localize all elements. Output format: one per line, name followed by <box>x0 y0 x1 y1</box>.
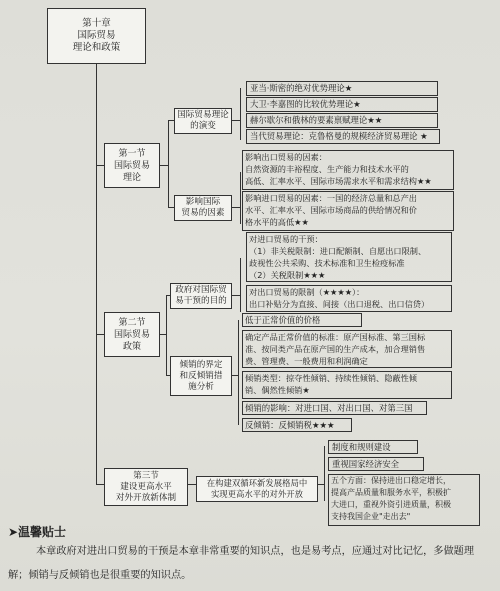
section-title: 第二节 国际贸易 政策 <box>113 317 150 352</box>
section-title: 第三节 建设更高水平 对外开放新体制 <box>115 470 177 503</box>
tips-body: 本章政府对进出口贸易的干预是本章非常重要的知识点，也是易考点，应通过对比记忆，多做题理解；倾销与反倾销也是很重要的知识点。 <box>8 546 475 581</box>
connector-line <box>240 258 241 312</box>
chapter-node <box>47 8 146 64</box>
subtopic-title: 在构建双循环新发展格局中 实现更高水平的对外开放 <box>206 478 308 499</box>
connector-line <box>232 120 240 121</box>
subtopic-node <box>174 108 232 134</box>
leaf-text: 确定产品正常价值的标准：原产国标准、第三国标 准、按同类产品在原产国的生产成本，加合理销售 费、管理费、一般费用和利润确定 <box>245 332 426 366</box>
connector-line <box>96 165 104 166</box>
leaf-text: 低于正常价值的价格 <box>245 315 321 325</box>
connector-line <box>96 334 104 335</box>
leaf-text: 对出口贸易的限制（★★★★）： 出口补贴分为直接、间接（出口退税、出口信贷） <box>249 287 430 309</box>
connector-line <box>168 120 169 207</box>
leaf-text: 当代贸易理论：克鲁格曼的规模经济贸易理论 ★ <box>250 131 428 141</box>
connector-line <box>232 207 240 208</box>
connector-line <box>240 88 241 140</box>
leaf-text: 重视国家经济安全 <box>332 459 399 469</box>
leaf-text: 亚当·斯密的绝对优势理论★ <box>250 83 353 93</box>
connector-line <box>238 320 239 425</box>
leaf-text: 影响进口贸易的因素：一国的经济总量和总产出 水平、汇率水平、国际市场商品的供给情况和价 格水平的高低★★ <box>245 193 417 227</box>
subtopic-title: 国际贸易理论 的演变 <box>177 110 229 131</box>
subtopic-node <box>196 476 318 502</box>
connector-line <box>232 295 240 296</box>
connector-line <box>96 64 97 484</box>
connector-line <box>96 484 104 485</box>
leaf-text: 制度和规则建设 <box>332 442 391 452</box>
chapter-title: 第十章 国际贸易 理论和政策 <box>72 18 121 53</box>
subtopic-title: 影响国际 贸易的因素 <box>181 197 225 218</box>
connector-line <box>160 165 168 166</box>
section-node <box>104 312 160 357</box>
leaf-text: 赫尔歇尔和俄林的要素禀赋理论★★ <box>250 115 383 125</box>
leaf-text: 倾销的影响：对进口国、对出口国、对第三国 <box>245 403 413 413</box>
connector-line <box>324 446 325 501</box>
leaf-text: 五个方面：保持进出口稳定增长， 提高产品质量和服务水平，积极扩 大进口，重视外资引进质量，积极 支持我国企业"走出去" <box>331 476 451 521</box>
section-node <box>104 468 188 506</box>
leaf-text: 倾销类型：掠夺性倾销、持续性倾销、隐蔽性倾 销、偶然性倾销★ <box>245 373 417 395</box>
subtopic-node <box>170 283 232 309</box>
subtopic-title: 倾销的界定 和反倾销措 施分析 <box>179 359 223 392</box>
tips-title: ➤温馨贴士 <box>8 525 67 539</box>
leaf-text: 影响出口贸易的因素： 自然资源的丰裕程度、生产能力和技术水平的 高低、汇率水平、国际市场需求水平和需求结构★★ <box>245 152 432 186</box>
leaf-text: 大卫·李嘉图的比较优势理论★ <box>250 99 361 109</box>
section-title: 第一节 国际贸易 理论 <box>113 148 150 183</box>
subtopic-title: 政府对国际贸 易干预的目的 <box>175 285 227 306</box>
subtopic-node <box>170 356 232 396</box>
connector-line <box>188 484 196 485</box>
leaf-text: 反倾销：反倾销税★★★ <box>245 420 335 430</box>
subtopic-node <box>174 195 232 221</box>
leaf-text: 对进口贸易的干预： （1）非关税限制：进口配额制、自愿出口限制、 歧视性公共采购、技术标准和卫生检疫标准 （2）关税限制★★★ <box>249 234 427 280</box>
section-node <box>104 143 160 188</box>
connector-line <box>240 172 241 224</box>
connector-line <box>166 295 167 375</box>
